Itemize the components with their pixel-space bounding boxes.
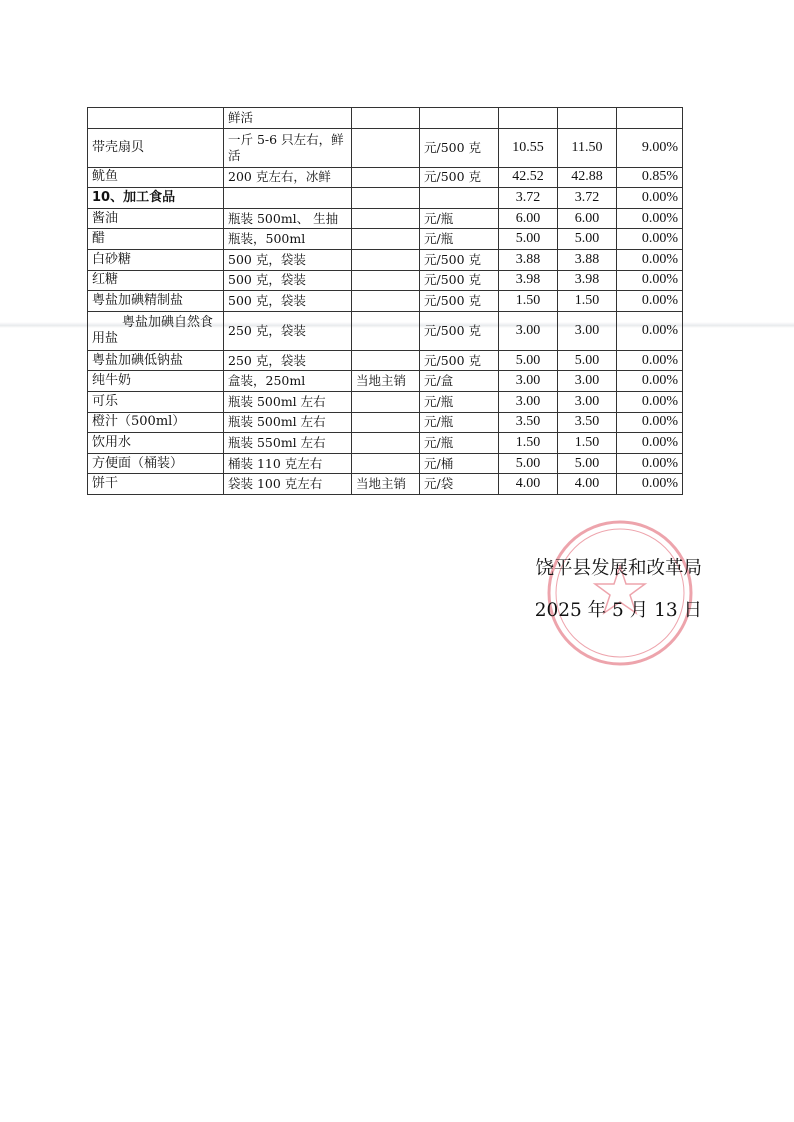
note-cell (352, 270, 420, 291)
change-percent-cell: 0.00% (617, 453, 683, 474)
current-price-cell: 3.00 (558, 391, 617, 412)
current-price-cell: 42.88 (558, 167, 617, 188)
current-price-cell: 3.72 (558, 188, 617, 209)
change-percent-cell: 0.00% (617, 350, 683, 371)
item-name-cell: 酱油 (88, 208, 224, 229)
note-cell (352, 208, 420, 229)
table-row (88, 208, 683, 229)
current-price-cell: 3.00 (558, 371, 617, 392)
previous-price-cell: 6.00 (499, 208, 558, 229)
spec-cell: 鲜活 (224, 108, 352, 129)
unit-cell: 元/瓶 (420, 433, 499, 454)
spec-cell: 200 克左右，冰鲜 (224, 167, 352, 188)
previous-price-cell: 3.00 (499, 311, 558, 350)
note-cell: 当地主销 (352, 371, 420, 392)
spec-cell: 一斤 5-6 只左右，鲜活 (224, 128, 352, 167)
table-row (88, 270, 683, 291)
table-row (88, 128, 683, 167)
unit-cell: 元/袋 (420, 474, 499, 495)
spec-cell: 250 克，袋装 (224, 311, 352, 350)
unit-cell: 元/500 克 (420, 167, 499, 188)
unit-cell: 元/500 克 (420, 311, 499, 350)
unit-cell: 元/500 克 (420, 249, 499, 270)
spec-cell: 500 克，袋装 (224, 291, 352, 312)
change-percent-cell: 0.00% (617, 270, 683, 291)
current-price-cell: 11.50 (558, 128, 617, 167)
change-percent-cell: 9.00% (617, 128, 683, 167)
item-name-cell (88, 108, 224, 129)
spec-cell: 瓶装 500ml 左右 (224, 391, 352, 412)
unit-cell: 元/500 克 (420, 350, 499, 371)
change-percent-cell: 0.00% (617, 188, 683, 209)
spec-cell: 袋装 100 克左右 (224, 474, 352, 495)
item-name-cell: 白砂糖 (88, 249, 224, 270)
change-percent-cell: 0.00% (617, 371, 683, 392)
current-price-cell: 1.50 (558, 291, 617, 312)
note-cell (352, 453, 420, 474)
unit-cell: 元/盒 (420, 371, 499, 392)
price-table-body (88, 108, 683, 495)
current-price-cell: 4.00 (558, 474, 617, 495)
spec-cell: 瓶装 500ml 左右 (224, 412, 352, 433)
item-name-cell: 方便面（桶装） (88, 453, 224, 474)
current-price-cell: 5.00 (558, 350, 617, 371)
previous-price-cell: 4.00 (499, 474, 558, 495)
previous-price-cell: 5.00 (499, 229, 558, 250)
note-cell (352, 229, 420, 250)
item-name-cell: 饮用水 (88, 433, 224, 454)
change-percent-cell: 0.00% (617, 433, 683, 454)
previous-price-cell: 10.55 (499, 128, 558, 167)
note-cell: 当地主销 (352, 474, 420, 495)
change-percent-cell: 0.00% (617, 249, 683, 270)
previous-price-cell: 3.00 (499, 391, 558, 412)
note-cell (352, 391, 420, 412)
table-row (88, 350, 683, 371)
current-price-cell: 1.50 (558, 433, 617, 454)
issue-date: 2025 年 5 月 13 日 (534, 600, 702, 621)
spec-cell: 瓶装 550ml 左右 (224, 433, 352, 454)
unit-cell (420, 188, 499, 209)
price-table (87, 107, 683, 495)
previous-price-cell: 3.50 (499, 412, 558, 433)
previous-price-cell (499, 108, 558, 129)
unit-cell: 元/桶 (420, 453, 499, 474)
table-row (88, 412, 683, 433)
unit-cell: 元/500 克 (420, 291, 499, 312)
item-name-cell: 可乐 (88, 391, 224, 412)
item-name-cell: 鱿鱼 (88, 167, 224, 188)
note-cell (352, 350, 420, 371)
unit-cell: 元/瓶 (420, 229, 499, 250)
note-cell (352, 108, 420, 129)
previous-price-cell: 1.50 (499, 433, 558, 454)
unit-cell: 元/瓶 (420, 208, 499, 229)
current-price-cell: 3.50 (558, 412, 617, 433)
current-price-cell: 5.00 (558, 229, 617, 250)
previous-price-cell: 3.00 (499, 371, 558, 392)
note-cell (352, 433, 420, 454)
unit-cell (420, 108, 499, 129)
item-name-cell: 粤盐加碘自然食用盐 (88, 311, 224, 350)
previous-price-cell: 3.88 (499, 249, 558, 270)
category-row (88, 188, 683, 209)
table-row (88, 291, 683, 312)
spec-cell: 250 克，袋装 (224, 350, 352, 371)
current-price-cell: 3.98 (558, 270, 617, 291)
item-name-cell: 红糖 (88, 270, 224, 291)
current-price-cell (558, 108, 617, 129)
spec-cell: 盒装，250ml (224, 371, 352, 392)
table-row (88, 433, 683, 454)
previous-price-cell: 3.72 (499, 188, 558, 209)
item-name-cell: 纯牛奶 (88, 371, 224, 392)
item-name-cell: 橙汁（500ml） (88, 412, 224, 433)
unit-cell: 元/瓶 (420, 391, 499, 412)
note-cell (352, 412, 420, 433)
signature-block (535, 548, 702, 632)
table-row (88, 453, 683, 474)
note-cell (352, 128, 420, 167)
spec-cell: 500 克，袋装 (224, 270, 352, 291)
table-row (88, 229, 683, 250)
spec-cell: 瓶装 500ml、 生抽 (224, 208, 352, 229)
change-percent-cell: 0.00% (617, 412, 683, 433)
table-row (88, 167, 683, 188)
item-name-cell: 带壳扇贝 (88, 128, 224, 167)
change-percent-cell: 0.00% (617, 474, 683, 495)
table-row (88, 371, 683, 392)
change-percent-cell: 0.00% (617, 291, 683, 312)
table-row (88, 311, 683, 350)
spec-cell (224, 188, 352, 209)
table-row (88, 474, 683, 495)
current-price-cell: 3.00 (558, 311, 617, 350)
issuing-organization: 饶平县发展和改革局 (535, 558, 702, 579)
table-row (88, 249, 683, 270)
change-percent-cell: 0.00% (617, 229, 683, 250)
note-cell (352, 291, 420, 312)
note-cell (352, 188, 420, 209)
item-name-cell: 粤盐加碘精制盐 (88, 291, 224, 312)
item-name-cell: 粤盐加碘低钠盐 (88, 350, 224, 371)
previous-price-cell: 42.52 (499, 167, 558, 188)
unit-cell: 元/500 克 (420, 128, 499, 167)
previous-price-cell: 5.00 (499, 453, 558, 474)
unit-cell: 元/瓶 (420, 412, 499, 433)
note-cell (352, 311, 420, 350)
note-cell (352, 249, 420, 270)
item-name-cell: 饼干 (88, 474, 224, 495)
item-name-cell: 醋 (88, 229, 224, 250)
previous-price-cell: 3.98 (499, 270, 558, 291)
change-percent-cell: 0.85% (617, 167, 683, 188)
table-row (88, 391, 683, 412)
spec-cell: 500 克，袋装 (224, 249, 352, 270)
current-price-cell: 5.00 (558, 453, 617, 474)
previous-price-cell: 5.00 (499, 350, 558, 371)
item-name-cell: 10、加工食品 (88, 188, 224, 209)
change-percent-cell (617, 108, 683, 129)
current-price-cell: 6.00 (558, 208, 617, 229)
unit-cell: 元/500 克 (420, 270, 499, 291)
note-cell (352, 167, 420, 188)
change-percent-cell: 0.00% (617, 391, 683, 412)
table-row (88, 108, 683, 129)
current-price-cell: 3.88 (558, 249, 617, 270)
change-percent-cell: 0.00% (617, 311, 683, 350)
spec-cell: 瓶装，500ml (224, 229, 352, 250)
spec-cell: 桶装 110 克左右 (224, 453, 352, 474)
previous-price-cell: 1.50 (499, 291, 558, 312)
change-percent-cell: 0.00% (617, 208, 683, 229)
